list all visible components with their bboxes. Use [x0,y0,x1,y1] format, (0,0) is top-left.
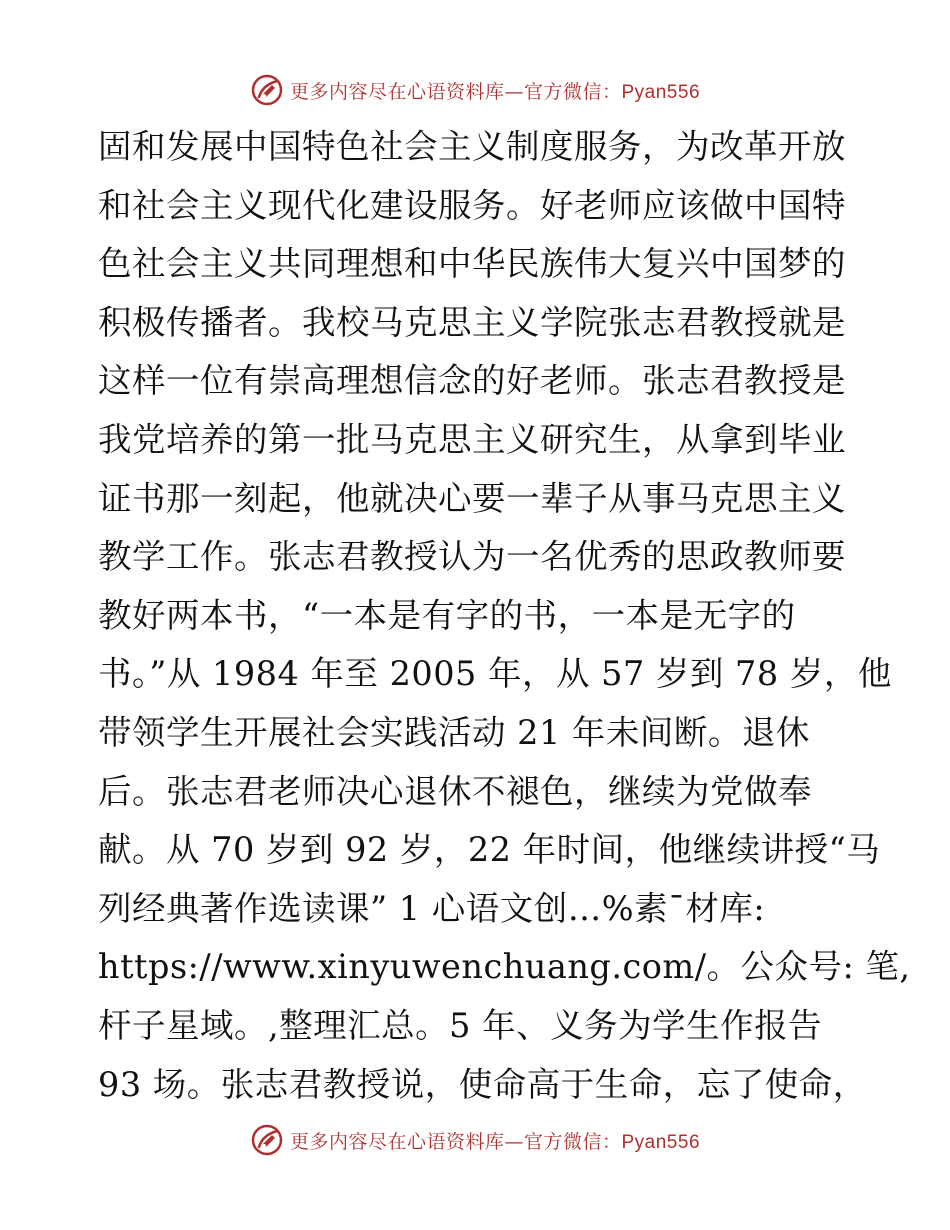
text-line: 列经典著作选读课” 1 心语文创…%素¯材库: [98,888,766,928]
header-banner-wechat-id: Pyan556 [621,81,701,103]
pen-swirl-logo-icon [250,73,284,107]
text-line: 证书那一刻起，他就决心要一辈子从事马克思主义 [98,478,846,518]
header-banner-wechat-label: 官方微信： [523,80,622,103]
text-line: 积极传播者。我校马克思主义学院张志君教授就是 [98,302,846,342]
text-line: 这样一位有崇高理想信念的好老师。张志君教授是 [98,361,846,401]
text-line: 带领学生开展社会实践活动 21 年未间断。退休 [98,712,810,752]
text-line: 后。张志君老师决心退休不褪色，继续为党做奉 [98,771,812,811]
text-line: 固和发展中国特色社会主义制度服务，为改革开放 [98,127,846,166]
text-line: 书。”从 1984 年至 2005 年，从 57 岁到 78 岁，他 [98,654,892,694]
footer-banner-sep: — [504,1130,524,1153]
text-line: 色社会主义共同理想和中华民族伟大复兴中国梦的 [98,244,846,284]
header-banner-main: 更多内容尽在心语资料库 [289,80,505,103]
text-line: 93 场。张志君教授说，使命高于生命，忘了使命， [98,1064,867,1104]
header-banner-sep: — [504,80,524,103]
text-line: 我党培养的第一批马克思主义研究生，从拿到毕业 [98,419,846,459]
text-line: 和社会主义现代化建设服务。好老师应该做中国特 [98,185,846,225]
footer-banner-text [290,1127,700,1154]
text-line: 献。从 70 岁到 92 岁，22 年时间，他继续讲授“马 [98,830,881,870]
footer-banner-main: 更多内容尽在心语资料库 [289,1130,505,1153]
text-line: 教学工作。张志君教授认为一名优秀的思政教师要 [98,537,846,577]
text-line-url: https://www.xinyuwenchuang.com/。公众号: 笔, [98,947,911,987]
footer-banner-wechat-id: Pyan556 [621,1131,701,1153]
footer-banner [0,1120,950,1160]
footer-banner-wechat-label: 官方微信： [523,1130,622,1153]
text-line: 教好两本书，“一本是有字的书，一本是无字的 [98,595,796,635]
header-banner [0,70,950,110]
text-line: 杆子星域。,整理汇总。5 年、义务为学生作报告 [98,1005,823,1045]
header-banner-text [290,77,700,104]
document-body [98,118,911,1114]
pen-swirl-logo-icon [250,1123,284,1157]
